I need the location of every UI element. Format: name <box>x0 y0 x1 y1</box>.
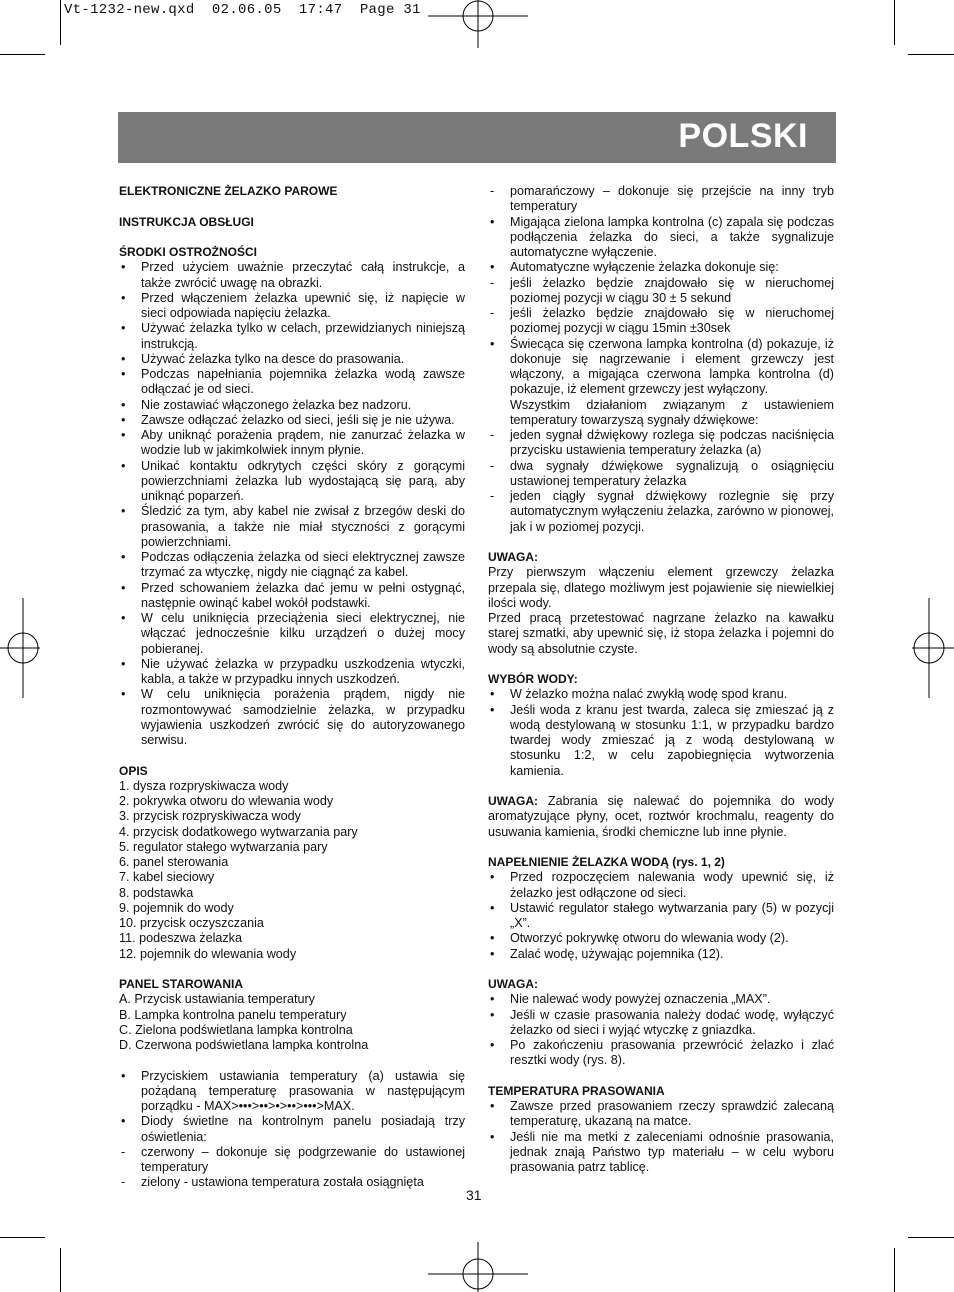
bullet-icon: • <box>121 412 126 427</box>
crop-mark <box>60 0 61 45</box>
bullet-icon: • <box>121 611 126 625</box>
note-text: Zabrania się nalewać do pojemnika do wody aromatyzujące płyny, ocet, roztwór krochmalu, reagenty do usuwania kamienia, środki chemiczne lub inne płynie. <box>488 794 834 839</box>
bullet-item <box>488 398 834 429</box>
section-heading: ELEKTRONICZNE ŻELAZKO PAROWE <box>119 184 338 198</box>
bullet-item <box>119 260 465 291</box>
bullet-icon: • <box>121 1068 126 1083</box>
spacer <box>488 962 834 977</box>
dash-marker: - <box>490 184 495 198</box>
crop-mark <box>908 1237 954 1238</box>
file-slug: Vt-1232-new.qxd 02.06.05 17:47 Page 31 <box>64 2 421 18</box>
bullet-item <box>119 413 465 428</box>
section-heading: INSTRUKCJA OBSŁUGI <box>119 214 254 229</box>
section-heading: UWAGA: <box>488 977 538 991</box>
bullet-text: Śledzić za tym, aby kabel nie zwisał z brzegów deski do prasowania, a także nie miał styczności z gorącymi powierzchniami. <box>141 504 465 549</box>
bullet-icon: • <box>121 656 126 671</box>
bullet-icon: • <box>490 1007 495 1022</box>
bullet-text: Przed włączeniem żelazka upewnić się, iż napięcie w sieci odpowiada napięciu żelazka. <box>141 290 465 320</box>
bullet-text: Jeśli w czasie prasowania należy dodać wodę, wyłączyć żelazko od sieci i wyjąć wtyczkę z gniazdka. <box>510 1007 834 1037</box>
bullet-item <box>119 611 465 657</box>
bullet-icon: • <box>490 1129 495 1144</box>
bullet-text: jeśli żelazko będzie znajdowało się w nieruchomej poziomej pozycji w ciągu 15min ±30sek <box>510 306 834 336</box>
bullet-text: Przed schowaniem żelazka dać jemu w pełni ostygnąć, następnie owinąć kabel wokół podstawki. <box>141 580 465 610</box>
bullet-text: Migająca zielona lampka kontrolna (c) zapala się podczas podłączenia żelazka do sieci, a także sygnalizuje automatyczne wyłączenie. <box>510 214 834 259</box>
spacer <box>488 779 834 794</box>
spacer <box>119 748 465 763</box>
bullet-item <box>488 428 834 459</box>
bullet-item <box>119 550 465 581</box>
bullet-text: zielony - ustawiona temperatura została osiągnięta <box>141 1175 424 1190</box>
language-banner <box>118 112 836 163</box>
bullet-item <box>488 306 834 337</box>
bullet-item <box>488 703 834 779</box>
bullet-text: Aby uniknąć porażenia prądem, nie zanurzać żelazka w wodzie lub w jakimkolwiek innym płynie. <box>141 428 465 458</box>
bullet-icon: • <box>121 351 126 366</box>
bullet-item <box>488 459 834 490</box>
bullet-text: Nie nalewać wody powyżej oznaczenia „MAX”. <box>510 992 771 1007</box>
bullet-text: Przed rozpoczęciem nalewania wody upewnić się, iż żelazko jest odłączone od sieci. <box>510 870 834 900</box>
bullet-icon: • <box>490 946 495 961</box>
section-heading: ŚRODKI OSTROŻNOŚCI <box>119 245 258 259</box>
bullet-icon: • <box>121 580 126 595</box>
bullet-text: Podczas odłączenia żelazka od sieci elektrycznej zawsze trzymać za wtyczkę, nigdy nie ciągnąć za kabel. <box>141 550 465 580</box>
bullet-item <box>488 337 834 398</box>
note-heading: UWAGA: <box>488 794 538 808</box>
bullet-item <box>488 1038 834 1069</box>
bullet-icon: • <box>121 367 126 381</box>
bullet-item <box>119 687 465 748</box>
bullet-icon: • <box>490 900 495 915</box>
bullet-text: Przed użyciem uważnie przeczytać całą instrukcje, a także zwrócić uwagę na obrazki. <box>141 260 465 290</box>
bullet-item <box>119 428 465 459</box>
section-heading: NAPEŁNIENIE ŻELAZKA WODĄ (rys. 1, 2) <box>488 855 725 869</box>
bullet-text: Nie zostawiać włączonego żelazka bez nadzoru. <box>141 397 412 412</box>
bullet-text: Podczas napełniania pojemnika żelazka wodą zawsze odłączać je od sieci. <box>141 367 465 397</box>
bullet-icon: • <box>121 321 126 336</box>
list-item: 11. podeszwa żelazka <box>119 931 242 946</box>
bullet-item <box>488 992 834 1007</box>
page-number: 31 <box>466 1187 482 1203</box>
list-item: 12. pojemnik do wlewania wody <box>119 946 297 961</box>
bullet-text: Nie używać żelazka w przypadku uszkodzenia wtyczki, kabla, a także w przypadku innych uszkodzeń. <box>141 656 465 686</box>
bullet-text: Jeśli woda z kranu jest twarda, zaleca się zmieszać ją z wodą destylowaną w stosunku 1:1, w przypadku bardzo twardej wody zmieszać ją z wodą destylowaną w stosunku 1:2, w celu zapobiegnięcia wytworzenia kamienia. <box>510 702 834 778</box>
bullet-text: Używać żelazka tylko na desce do prasowania. <box>141 351 405 366</box>
list-item: 6. panel sterowania <box>119 855 229 869</box>
bullet-text: dwa sygnały dźwiękowe sygnalizują o osiągnięciu ustawionej temperatury żelazka <box>510 458 834 488</box>
bullet-text: W celu uniknięcia porażenia prądem, nigdy nie rozmontowywać samodzielnie żelazka, w przypadku wyjawienia uszkodzeń zwrócić się do autoryzowanego serwisu. <box>141 687 465 747</box>
bullet-text: Po zakończeniu prasowania przewrócić żelazko i zlać resztki wody (rys. 8). <box>510 1038 834 1068</box>
right-column <box>488 184 834 1175</box>
bullet-item <box>119 291 465 322</box>
registration-mark-icon <box>428 0 528 48</box>
bullet-item <box>119 1145 465 1176</box>
bullet-text: Jeśli nie ma metki z zaleceniami odnośnie prasowania, jednak znają Państwo typ materiału – w celu wyboru prasowania patrz tablicę. <box>510 1129 834 1174</box>
crop-mark <box>908 54 954 55</box>
bullet-item <box>119 367 465 398</box>
list-item: 7. kabel sieciowy <box>119 870 215 885</box>
bullet-item <box>119 657 465 688</box>
bullet-icon: • <box>490 214 495 229</box>
list-item: 2. pokrywka otworu do wlewania wody <box>119 794 334 808</box>
dash-marker: - <box>121 1175 126 1190</box>
bullet-icon: • <box>121 458 126 473</box>
dash-marker: - <box>121 1144 126 1159</box>
spacer <box>119 962 465 977</box>
bullet-icon: • <box>490 931 495 946</box>
bullet-text: pomarańczowy – dokonuje się przejście na inny tryb temperatury <box>510 184 834 214</box>
crop-mark <box>60 1248 61 1292</box>
bullet-icon: • <box>490 336 495 351</box>
bullet-icon: • <box>490 1038 495 1052</box>
crop-mark <box>894 1248 895 1292</box>
bullet-text: Unikać kontaktu odkrytych części skóry z gorącymi powierzchniami żelazka lub wydostającą się parą, aby uniknąć poparzeń. <box>141 458 465 503</box>
bullet-icon: • <box>121 1114 126 1129</box>
list-item: B. Lampka kontrolna panelu temperatury <box>119 1007 347 1022</box>
list-item: 5. regulator stałego wytwarzania pary <box>119 839 328 854</box>
crop-mark <box>894 0 895 45</box>
list-item: 1. dysza rozpryskiwacza wody <box>119 778 289 793</box>
spacer <box>488 657 834 672</box>
bullet-item <box>488 931 834 946</box>
bullet-item <box>488 276 834 307</box>
spacer <box>488 840 834 855</box>
bullet-icon: • <box>490 687 495 702</box>
section-heading: WYBÓR WODY: <box>488 672 578 686</box>
spacer <box>488 535 834 550</box>
dash-marker: - <box>490 489 495 503</box>
bullet-text: Zalać wodę, używając pojemnika (12). <box>510 946 724 961</box>
bullet-item <box>488 1130 834 1176</box>
dash-marker: - <box>490 306 495 320</box>
crop-mark <box>0 1237 45 1238</box>
bullet-text: Ustawić regulator stałego wytwarzania pary (5) w pozycji „X”. <box>510 900 834 930</box>
spacer <box>119 230 465 245</box>
bullet-icon: • <box>121 687 126 702</box>
list-item: 8. podstawka <box>119 885 194 900</box>
bullet-icon: • <box>121 428 126 442</box>
bullet-item <box>119 1114 465 1145</box>
bullet-text: Zawsze odłączać żelazko od sieci, jeśli się je nie używa. <box>141 412 455 427</box>
list-item: 4. przycisk dodatkowego wytwarzania pary <box>119 824 358 839</box>
section-heading: PANEL STAROWANIA <box>119 977 244 991</box>
bullet-item <box>488 1008 834 1039</box>
bullet-item <box>119 459 465 505</box>
crop-mark <box>0 54 45 55</box>
bullet-text: czerwony – dokonuje się podgrzewanie do ustawionej temperatury <box>141 1144 465 1174</box>
dash-marker: - <box>490 458 495 473</box>
bullet-text: Używać żelazka tylko w celach, przewidzianych niniejszą instrukcją. <box>141 321 465 351</box>
bullet-icon: • <box>490 992 495 1007</box>
bullet-item <box>488 260 834 275</box>
registration-mark-icon <box>912 598 954 698</box>
list-item: D. Czerwona podświetlana lampka kontrolna <box>119 1038 369 1052</box>
bullet-item <box>119 1069 465 1115</box>
bullet-item <box>488 215 834 261</box>
bullet-icon: • <box>490 702 495 717</box>
bullet-icon: • <box>121 260 126 275</box>
list-item: 9. pojemnik do wody <box>119 900 234 915</box>
list-item: C. Zielona podświetlana lampka kontrolna <box>119 1022 353 1037</box>
section-heading: UWAGA: <box>488 550 538 564</box>
bullet-text: Otworzyć pokrywkę otworu do wlewania wody (2). <box>510 931 789 946</box>
bullet-text: Świecąca się czerwona lampka kontrolna (d) pokazuje, iż dokonuje się nagrzewanie i element grzewczy jest włączony, a migająca czerwona lampka kontrolna (d) pokazuje, iż element grzewczy jest wyłączony. <box>510 336 834 397</box>
registration-mark-icon <box>0 598 40 698</box>
bullet-icon: • <box>490 260 495 275</box>
spacer <box>119 1053 465 1068</box>
bullet-text: W celu uniknięcia przeciążenia sieci elektrycznej, nie włączać jednocześnie kilku urządzeń o dużej mocy pobieranej. <box>141 611 465 656</box>
bullet-item <box>119 1175 465 1190</box>
bullet-text: jeden sygnał dźwiękowy rozlega się podczas naciśnięcia przycisku ustawienia temperatury żelazka (a) <box>510 428 834 458</box>
paragraph: Przy pierwszym włączeniu element grzewczy żelazka przepala się, dlatego możliwym jest pojawienie się niewielkiej ilości wody. <box>488 565 834 610</box>
language-title: POLSKI <box>678 117 808 155</box>
spacer <box>488 1069 834 1084</box>
bullet-text: W żelazko można nalać zwykłą wodę spod kranu. <box>510 687 788 702</box>
bullet-text: jeśli żelazko będzie znajdowało się w nieruchomej poziomej pozycji w ciągu 30 ± 5 sekund <box>510 275 834 305</box>
bullet-item <box>119 581 465 612</box>
bullet-icon: • <box>121 397 126 412</box>
section-heading: TEMPERATURA PRASOWANIA <box>488 1083 665 1098</box>
bullet-item <box>488 901 834 932</box>
bullet-item <box>488 687 834 702</box>
bullet-item <box>488 870 834 901</box>
registration-mark-icon <box>428 1242 528 1292</box>
bullet-item <box>119 321 465 352</box>
bullet-item <box>119 352 465 367</box>
list-item: 3. przycisk rozpryskiwacza wody <box>119 809 301 824</box>
bullet-icon: • <box>490 1099 495 1113</box>
dash-marker: - <box>490 275 495 290</box>
left-column <box>119 184 465 1191</box>
list-item: 10. przycisk oczyszczania <box>119 916 264 930</box>
list-item: A. Przycisk ustawiania temperatury <box>119 992 315 1007</box>
bullet-text: Wszystkim działaniom związanym z ustawieniem temperatury towarzyszą sygnały dźwiękowe: <box>510 397 834 427</box>
bullet-text: Zawsze przed prasowaniem rzeczy sprawdzić zalecaną temperaturę, ukazaną na matce. <box>510 1099 834 1129</box>
bullet-item <box>488 947 834 962</box>
bullet-text: Diody świetlne na kontrolnym panelu posiadają trzy oświetlenia: <box>141 1114 465 1144</box>
note-paragraph <box>488 794 834 840</box>
spacer <box>119 199 465 214</box>
section-heading: OPIS <box>119 763 148 778</box>
bullet-icon: • <box>121 504 126 519</box>
bullet-icon: • <box>121 290 126 305</box>
bullet-item <box>488 1099 834 1130</box>
bullet-item <box>119 398 465 413</box>
paragraph: Przed pracą przetestować nagrzane żelazko na kawałku starej szmatki, aby upewnić się, iż stopa żelazka i pojemni do wody są absolutnie czyste. <box>488 611 834 656</box>
bullet-item <box>488 184 834 215</box>
bullet-item <box>119 504 465 550</box>
bullet-text: jeden ciągły sygnał dźwiękowy rozlegnie się przy automatycznym wyłączeniu żelazka, zarówno w pionowej, jak i w poziomej pozycji. <box>510 489 834 534</box>
bullet-icon: • <box>121 550 126 564</box>
bullet-icon: • <box>490 870 495 885</box>
dash-marker: - <box>490 428 495 442</box>
bullet-text: Przyciskiem ustawiania temperatury (a) ustawia się pożądaną temperaturę prasowania w następującym porządku - MAX>•••>••>•>••>•••>MAX. <box>141 1068 465 1113</box>
bullet-item <box>488 489 834 535</box>
bullet-text: Automatyczne wyłączenie żelazka dokonuje się: <box>510 260 779 275</box>
